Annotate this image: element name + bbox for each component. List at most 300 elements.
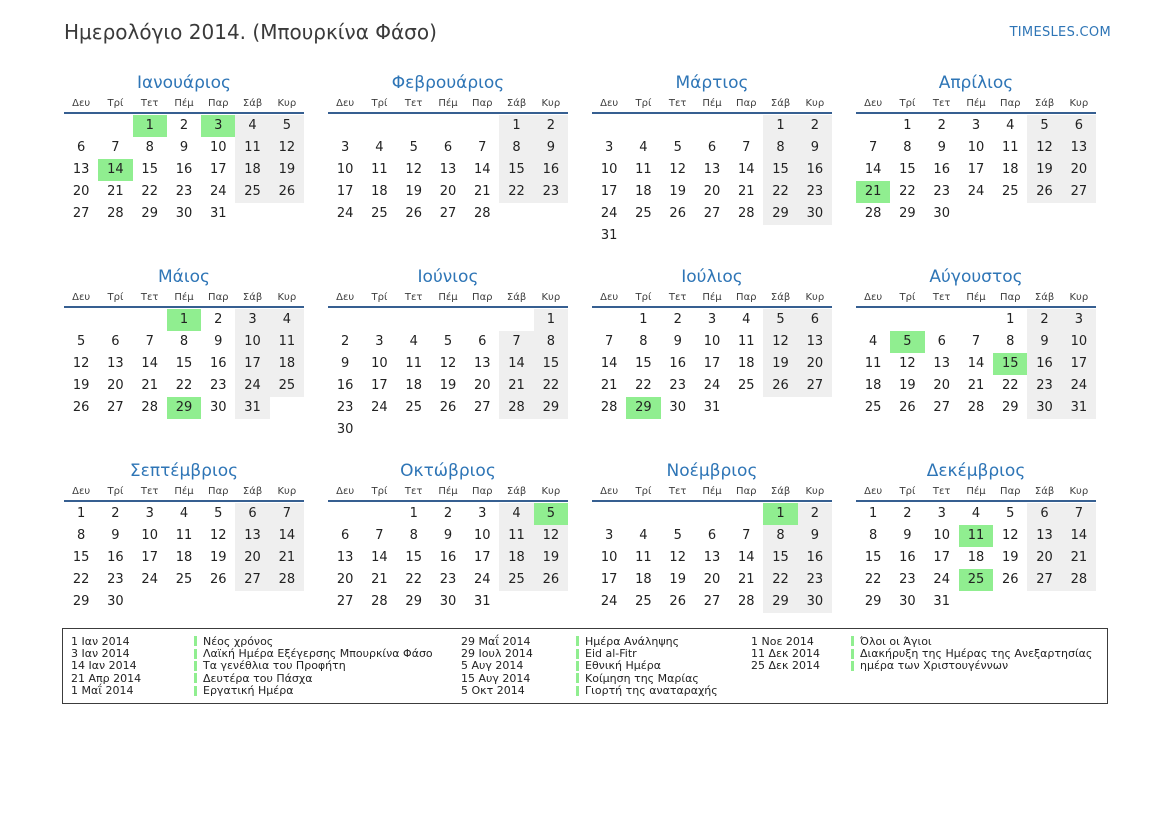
- day-cell: 17: [933, 550, 950, 565]
- day-cell-empty: [499, 309, 533, 331]
- day-cell: 23: [669, 378, 686, 393]
- day-cell: 26: [210, 572, 227, 587]
- day-cell: 5: [673, 528, 682, 543]
- day-cell: 22: [763, 181, 797, 203]
- day-cell: 8: [534, 331, 568, 353]
- day-cell: 26: [439, 400, 457, 415]
- day-cell: 23: [175, 184, 193, 199]
- day-cell: 13: [1062, 137, 1096, 159]
- day-cell: 4: [869, 334, 878, 349]
- day-cell: 18: [635, 184, 652, 199]
- day-cell: 18: [738, 356, 755, 371]
- day-cell: 28: [738, 594, 755, 609]
- day-cell: 21: [371, 572, 388, 587]
- day-cell: 31: [474, 594, 491, 609]
- day-cell: 5: [1006, 506, 1015, 521]
- day-cell-empty: [397, 115, 431, 137]
- weekday-label: Δευ: [336, 486, 355, 497]
- weekday-label: Σάβ: [1034, 486, 1055, 497]
- day-cell-holiday: 15: [993, 353, 1027, 375]
- day-cell: 20: [474, 378, 491, 393]
- day-cell: 3: [971, 118, 981, 133]
- day-cell-empty: [397, 309, 431, 331]
- day-cell-empty: [270, 397, 304, 419]
- weekday-label: Κυρ: [541, 486, 561, 497]
- day-cell: 21: [141, 378, 158, 393]
- legend-date: 5 Αυγ 2014: [461, 659, 524, 673]
- day-cell: 23: [1027, 375, 1061, 397]
- day-cell: 26: [72, 400, 90, 415]
- day-cell: 18: [405, 378, 422, 393]
- legend-holiday-name: Λαϊκή Ημέρα Εξέγερσης Μπουρκίνα Φάσο: [203, 647, 433, 661]
- day-cell: 20: [336, 572, 354, 587]
- day-cell: 22: [864, 572, 882, 587]
- weekday-label: Παρ: [1000, 486, 1021, 497]
- day-cell-holiday: 29: [167, 397, 201, 419]
- day-cell: 11: [235, 137, 269, 159]
- day-cell: 7: [145, 334, 154, 349]
- day-cell-empty: [235, 591, 269, 613]
- day-cell: 7: [478, 140, 487, 155]
- day-cell: 21: [270, 547, 304, 569]
- weekday-label: Τρί: [635, 292, 652, 303]
- day-cell: 27: [439, 206, 457, 221]
- weekday-label: Δευ: [600, 486, 619, 497]
- day-cell: 25: [405, 400, 422, 415]
- day-cell: 12: [534, 525, 568, 547]
- month-title: Ιούλιος: [681, 267, 743, 287]
- day-cell: 22: [635, 378, 652, 393]
- day-cell: 27: [1062, 181, 1096, 203]
- day-cell: 26: [899, 400, 916, 415]
- weekday-label: Παρ: [208, 292, 229, 303]
- weekday-label: Σάβ: [506, 98, 527, 109]
- weekday-label: Κυρ: [277, 98, 297, 109]
- day-cell: 25: [635, 206, 652, 221]
- day-cell-empty: [729, 397, 763, 419]
- weekday-label: Τρί: [899, 98, 916, 109]
- day-cell: 4: [270, 309, 304, 331]
- weekday-label: Τετ: [140, 292, 159, 303]
- day-cell: 27: [1027, 569, 1061, 591]
- day-cell: 13: [439, 162, 457, 177]
- weekday-label: Τετ: [932, 292, 951, 303]
- day-cell: 7: [499, 331, 533, 353]
- day-cell: 29: [763, 203, 797, 225]
- day-cell: 6: [77, 140, 86, 155]
- day-cell: 2: [798, 503, 832, 525]
- day-cell-empty: [763, 397, 797, 419]
- day-cell: 5: [270, 115, 304, 137]
- day-cell: 25: [270, 375, 304, 397]
- day-cell: 13: [1027, 525, 1061, 547]
- legend-date: 1 Ιαν 2014: [71, 634, 130, 648]
- day-cell: 4: [971, 506, 981, 521]
- weekday-label: Τρί: [899, 292, 916, 303]
- weekday-header-row: [328, 98, 568, 114]
- day-cell: 7: [605, 334, 614, 349]
- day-cell-empty: [592, 503, 626, 525]
- months-grid: [64, 72, 1098, 654]
- weekday-label: Σάβ: [770, 292, 791, 303]
- legend-entry: [751, 635, 1092, 647]
- weekday-label: Δευ: [864, 486, 883, 497]
- day-cell: 1: [1006, 312, 1015, 327]
- day-cell: 24: [1062, 375, 1096, 397]
- day-cell: 11: [371, 162, 388, 177]
- day-cell: 9: [798, 525, 832, 547]
- legend-date: 29 Ιουλ 2014: [461, 647, 533, 661]
- day-cell: 6: [111, 334, 120, 349]
- weekday-label: Σάβ: [1034, 292, 1055, 303]
- month-calendar: [328, 460, 568, 654]
- days-grid: [328, 503, 568, 613]
- weekday-label: Τετ: [140, 486, 159, 497]
- day-cell: 27: [798, 375, 832, 397]
- day-cell: 9: [937, 140, 946, 155]
- weekday-label: Σάβ: [770, 98, 791, 109]
- day-cell: 29: [864, 594, 882, 609]
- weekday-label: Τρί: [635, 486, 652, 497]
- day-cell: 8: [639, 334, 648, 349]
- day-cell: 20: [703, 184, 721, 199]
- day-cell: 26: [1027, 181, 1061, 203]
- day-cell: 13: [107, 356, 124, 371]
- weekday-label: Σάβ: [242, 292, 263, 303]
- day-cell-empty: [661, 225, 695, 247]
- day-cell: 15: [534, 353, 568, 375]
- day-cell: 2: [179, 118, 189, 133]
- day-cell-empty: [64, 115, 98, 137]
- weekday-label: Πέμ: [174, 486, 194, 497]
- days-grid: [856, 115, 1096, 225]
- weekday-header-row: [592, 292, 832, 308]
- day-cell: 11: [635, 550, 652, 565]
- day-cell: 31: [703, 400, 721, 415]
- day-cell: 27: [474, 400, 491, 415]
- holiday-marker-icon: [194, 686, 197, 696]
- day-cell: 23: [899, 572, 916, 587]
- legend-entry: [751, 647, 1092, 659]
- day-cell: 18: [235, 159, 269, 181]
- day-cell: 24: [235, 375, 269, 397]
- day-cell: 8: [763, 525, 797, 547]
- day-cell: 2: [798, 115, 832, 137]
- days-grid: [64, 309, 304, 419]
- weekday-label: Παρ: [1000, 98, 1021, 109]
- day-cell: 18: [371, 184, 388, 199]
- day-cell: 31: [210, 206, 227, 221]
- weekday-label: Τρί: [107, 292, 124, 303]
- day-cell-empty: [465, 115, 499, 137]
- day-cell: 1: [903, 118, 912, 133]
- day-cell: 4: [235, 115, 269, 137]
- day-cell-holiday: 5: [534, 503, 568, 525]
- day-cell: 2: [1027, 309, 1061, 331]
- day-cell-holiday: 29: [626, 397, 660, 419]
- day-cell-empty: [695, 115, 729, 137]
- day-cell-empty: [98, 309, 132, 331]
- day-cell: 3: [145, 506, 154, 521]
- weekday-label: Πέμ: [702, 292, 722, 303]
- days-grid: [592, 309, 832, 419]
- day-cell: 15: [141, 162, 158, 177]
- day-cell: 4: [375, 140, 384, 155]
- weekday-label: Σάβ: [506, 486, 527, 497]
- weekday-label: Τρί: [371, 486, 388, 497]
- day-cell: 30: [107, 594, 124, 609]
- day-cell: 9: [214, 334, 223, 349]
- day-cell: 22: [405, 572, 422, 587]
- day-cell: 24: [141, 572, 158, 587]
- day-cell: 27: [336, 594, 354, 609]
- weekday-header-row: [592, 98, 832, 114]
- legend-date: 15 Αυγ 2014: [461, 671, 531, 685]
- day-cell: 6: [1027, 503, 1061, 525]
- day-cell: 12: [439, 356, 457, 371]
- day-cell: 16: [669, 356, 686, 371]
- day-cell: 27: [703, 594, 721, 609]
- day-cell: 15: [899, 162, 916, 177]
- day-cell: 11: [499, 525, 533, 547]
- day-cell: 28: [141, 400, 158, 415]
- month-title: Αύγουστος: [929, 267, 1023, 287]
- day-cell: 8: [145, 140, 154, 155]
- day-cell: 5: [1027, 115, 1061, 137]
- weekday-header-row: [856, 292, 1096, 308]
- day-cell: 24: [210, 184, 227, 199]
- weekday-label: Κυρ: [541, 292, 561, 303]
- month-calendar: [64, 266, 304, 460]
- day-cell: 9: [111, 528, 120, 543]
- day-cell: 10: [371, 356, 388, 371]
- day-cell: 9: [798, 137, 832, 159]
- day-cell: 7: [1062, 503, 1096, 525]
- day-cell: 16: [175, 162, 193, 177]
- holiday-marker-icon: [851, 636, 854, 646]
- day-cell: 1: [77, 506, 86, 521]
- day-cell-empty: [397, 419, 431, 441]
- day-cell: 26: [405, 206, 422, 221]
- day-cell: 29: [899, 206, 916, 221]
- day-cell-empty: [959, 309, 993, 331]
- day-cell: 22: [175, 378, 193, 393]
- day-cell-empty: [534, 591, 568, 613]
- day-cell: 13: [703, 550, 721, 565]
- day-cell: 7: [111, 140, 120, 155]
- day-cell-holiday: 5: [890, 331, 924, 353]
- month-calendar: [64, 460, 304, 654]
- day-cell: 10: [235, 331, 269, 353]
- day-cell: 4: [499, 503, 533, 525]
- day-cell: 7: [742, 528, 751, 543]
- day-cell-empty: [362, 309, 396, 331]
- day-cell: 21: [738, 572, 755, 587]
- day-cell: 7: [971, 334, 981, 349]
- day-cell: 4: [409, 334, 418, 349]
- weekday-label: Δευ: [864, 292, 883, 303]
- day-cell: 19: [270, 159, 304, 181]
- day-cell-empty: [64, 309, 98, 331]
- day-cell: 17: [235, 353, 269, 375]
- day-cell: 28: [864, 206, 882, 221]
- weekday-label: Σάβ: [242, 98, 263, 109]
- day-cell: 11: [405, 356, 422, 371]
- weekday-header-row: [328, 292, 568, 308]
- day-cell: 14: [1062, 525, 1096, 547]
- day-cell: 16: [933, 162, 950, 177]
- day-cell: 8: [499, 137, 533, 159]
- day-cell: 12: [669, 550, 686, 565]
- day-cell: 12: [763, 331, 797, 353]
- day-cell: 1: [639, 312, 648, 327]
- weekday-label: Κυρ: [1069, 486, 1089, 497]
- day-cell: 3: [235, 309, 269, 331]
- legend-holiday-name: Νέος χρόνος: [203, 634, 274, 648]
- day-cell-empty: [328, 115, 362, 137]
- holiday-marker-icon: [851, 649, 854, 659]
- day-cell: 10: [600, 162, 618, 177]
- day-cell: 14: [371, 550, 388, 565]
- day-cell: 9: [443, 528, 453, 543]
- legend-column: [71, 635, 433, 697]
- day-cell: 10: [600, 550, 618, 565]
- day-cell: 3: [605, 528, 614, 543]
- holiday-marker-icon: [576, 636, 579, 646]
- weekday-label: Παρ: [736, 98, 757, 109]
- day-cell: 2: [937, 118, 946, 133]
- day-cell: 9: [1027, 331, 1061, 353]
- day-cell: 24: [371, 400, 388, 415]
- day-cell-empty: [534, 203, 568, 225]
- day-cell: 7: [270, 503, 304, 525]
- day-cell: 14: [270, 525, 304, 547]
- day-cell-empty: [798, 397, 832, 419]
- holiday-marker-icon: [576, 673, 579, 683]
- day-cell: 25: [738, 378, 755, 393]
- day-cell: 2: [111, 506, 120, 521]
- day-cell: 16: [439, 550, 457, 565]
- weekday-label: Πέμ: [966, 292, 986, 303]
- day-cell-holiday: 1: [763, 503, 797, 525]
- month-calendar: [328, 266, 568, 460]
- day-cell: 17: [474, 550, 491, 565]
- day-cell: 21: [1062, 547, 1096, 569]
- day-cell: 12: [1027, 137, 1061, 159]
- day-cell: 19: [534, 547, 568, 569]
- day-cell: 29: [1002, 400, 1019, 415]
- day-cell-empty: [362, 503, 396, 525]
- day-cell-holiday: 1: [167, 309, 201, 331]
- legend-holiday-name: Τα γενέθλια του Προφήτη: [203, 659, 346, 673]
- day-cell: 10: [703, 334, 721, 349]
- day-cell: 26: [534, 569, 568, 591]
- day-cell: 20: [798, 353, 832, 375]
- weekday-header-row: [592, 486, 832, 502]
- month-title: Φεβρουάριος: [391, 73, 505, 93]
- day-cell: 16: [798, 547, 832, 569]
- day-cell-holiday: 21: [856, 181, 890, 203]
- day-cell-empty: [1027, 591, 1061, 613]
- day-cell: 30: [798, 591, 832, 613]
- legend-entry: [461, 672, 718, 684]
- day-cell: 3: [605, 140, 614, 155]
- day-cell: 18: [499, 547, 533, 569]
- day-cell: 17: [210, 162, 227, 177]
- weekday-label: Τρί: [635, 98, 652, 109]
- days-grid: [64, 503, 304, 613]
- weekday-label: Πέμ: [174, 98, 194, 109]
- legend-date: 3 Ιαν 2014: [71, 647, 130, 661]
- day-cell: 21: [499, 375, 533, 397]
- site-link[interactable]: TIMESLES.COM: [1009, 25, 1111, 40]
- legend-date: 11 Δεκ 2014: [751, 647, 820, 661]
- month-title: Μάιος: [157, 267, 210, 287]
- day-cell: 6: [798, 309, 832, 331]
- day-cell: 13: [798, 331, 832, 353]
- legend-entry: [71, 635, 433, 647]
- day-cell: 28: [967, 400, 985, 415]
- weekday-label: Τετ: [932, 98, 951, 109]
- month-title: Δεκέμβριος: [926, 461, 1026, 481]
- weekday-label: Τετ: [404, 292, 423, 303]
- weekday-header-row: [328, 486, 568, 502]
- day-cell: 19: [439, 378, 457, 393]
- day-cell: 28: [600, 400, 618, 415]
- page-title: Ημερολόγιο 2014. (Μπουρκίνα Φάσο): [64, 20, 437, 44]
- day-cell: 4: [639, 528, 648, 543]
- day-cell: 25: [499, 569, 533, 591]
- day-cell: 13: [72, 162, 90, 177]
- day-cell-empty: [499, 419, 533, 441]
- day-cell: 20: [1062, 159, 1096, 181]
- weekday-label: Τετ: [404, 98, 423, 109]
- holiday-marker-icon: [576, 661, 579, 671]
- day-cell-empty: [925, 309, 959, 331]
- day-cell: 20: [703, 572, 721, 587]
- day-cell-empty: [592, 309, 626, 331]
- day-cell: 19: [669, 572, 686, 587]
- day-cell: 17: [600, 572, 618, 587]
- day-cell: 22: [1002, 378, 1019, 393]
- day-cell: 2: [341, 334, 350, 349]
- day-cell: 30: [1027, 397, 1061, 419]
- day-cell: 6: [707, 140, 717, 155]
- day-cell-empty: [431, 309, 465, 331]
- legend-column: [461, 635, 718, 697]
- month-calendar: [856, 266, 1096, 460]
- weekday-label: Κυρ: [277, 486, 297, 497]
- holiday-marker-icon: [194, 661, 197, 671]
- day-cell: 31: [1062, 397, 1096, 419]
- legend-holiday-name: Διακήρυξη της Ημέρας της Ανεξαρτησίας: [860, 647, 1093, 661]
- day-cell: 23: [798, 569, 832, 591]
- weekday-label: Δευ: [600, 292, 619, 303]
- day-cell-empty: [431, 115, 465, 137]
- day-cell: 15: [175, 356, 193, 371]
- holiday-marker-icon: [576, 686, 579, 696]
- day-cell: 7: [742, 140, 751, 155]
- weekday-label: Δευ: [864, 98, 883, 109]
- day-cell-empty: [98, 115, 132, 137]
- day-cell: 3: [1062, 309, 1096, 331]
- day-cell-empty: [856, 115, 890, 137]
- weekday-label: Παρ: [208, 486, 229, 497]
- legend-holiday-name: Eid al-Fitr: [585, 647, 637, 661]
- day-cell: 10: [933, 528, 950, 543]
- legend-date: 14 Ιαν 2014: [71, 659, 137, 673]
- day-cell: 6: [341, 528, 350, 543]
